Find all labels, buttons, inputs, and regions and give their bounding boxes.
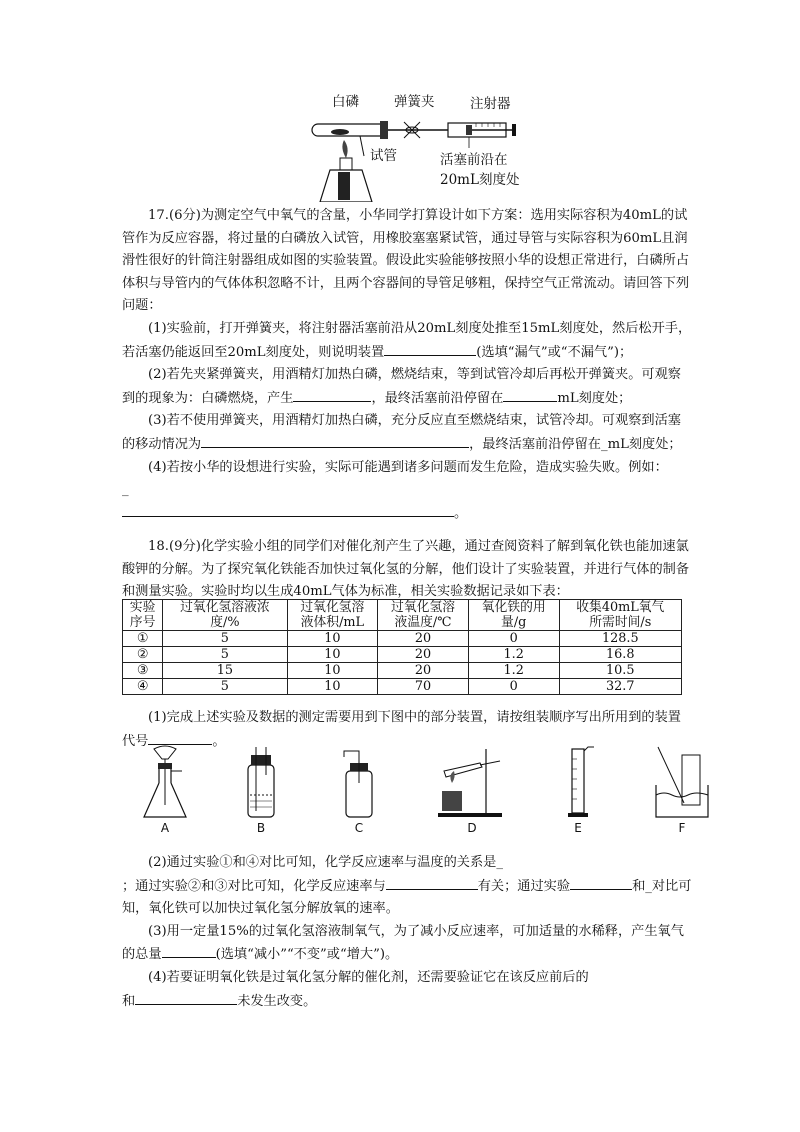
header-cell: 收集40mL氧气 所需时间/s bbox=[559, 600, 681, 631]
apparatus-b: B bbox=[238, 745, 284, 835]
q18-part2: (2)通过实验①和④对比可知，化学反应速率与温度的关系是_ ；通过实验②和③对比可知，化学反应速率与 有关；通过实验 和_对比可知，氧化铁可以加快过氧化氢分解放氧的速率。 bbox=[122, 855, 692, 917]
answer-blank-8[interactable] bbox=[570, 875, 632, 890]
header-cell: 氧化铁的用 量/g bbox=[468, 600, 559, 631]
header-cell: 实验 序号 bbox=[123, 600, 163, 631]
question-18 bbox=[122, 536, 692, 604]
table-row: ③ 15 10 20 1.2 10.5 bbox=[123, 663, 682, 679]
header-cell: 过氧化氢溶 液体积/mL bbox=[287, 600, 378, 631]
answer-blank-2[interactable] bbox=[293, 387, 371, 402]
answer-blank-5[interactable] bbox=[122, 502, 454, 517]
answer-blank-6[interactable] bbox=[148, 730, 212, 745]
q18-parts-2-4 bbox=[122, 852, 692, 1013]
apparatus-d: D bbox=[434, 745, 510, 835]
label-spring-clip: 弹簧夹 bbox=[394, 94, 435, 110]
answer-blank-1[interactable] bbox=[384, 341, 476, 356]
label-piston-1: 活塞前沿在 bbox=[440, 152, 508, 168]
graduated-cylinder-icon bbox=[560, 745, 596, 821]
gas-washing-bottle-icon bbox=[238, 745, 284, 821]
table-row: ② 5 10 20 1.2 16.8 bbox=[123, 647, 682, 663]
q17-intro: 17.(6分)为测定空气中氧气的含量，小华同学打算设计如下方案：选用实际容积为40mL的试管作为反应容器，将过量的白磷放入试管，用橡胶塞塞紧试管，通过导管与实际容积为60mL且润滑性很好的针筒注射器组成如图的实验装置。假设此实验能够按照小华的设想正常进行，白磷所占体积与导管内的气体体积忽略不计，且两个容器间的导管足够粗，保持空气正常流动。请回答下列问题： bbox=[122, 208, 690, 314]
answer-blank-4[interactable] bbox=[201, 433, 469, 448]
q18-part4: (4)若要证明氧化铁是过氧化氢分解的催化剂，还需要验证它在该反应前后的 和 未发生改变。 bbox=[122, 969, 589, 1009]
apparatus-a: A bbox=[140, 745, 190, 835]
table-row: ① 5 10 20 0 128.5 bbox=[123, 631, 682, 647]
header-cell: 过氧化氢溶 液温度/℃ bbox=[378, 600, 469, 631]
label-test-tube: 试管 bbox=[370, 148, 397, 164]
header-cell: 过氧化氢溶液浓 度/% bbox=[163, 600, 287, 631]
bottle-with-tube-icon bbox=[336, 745, 382, 821]
apparatus-e: E bbox=[560, 745, 596, 835]
q18-part1: (1)完成上述实验及数据的测定需要用到下图中的部分装置，请按组装顺序写出所用到的装置代号 。 bbox=[122, 710, 681, 749]
label-piston-2: 20mL刻度处 bbox=[440, 172, 520, 188]
flask-with-funnel-icon bbox=[140, 745, 190, 821]
q17-part2: (2)若先夹紧弹簧夹，用酒精灯加热白磷，燃烧结束，等到试管冷却后再松开弹簧夹。可观察到的现象为：白磷燃烧，产生 ，最终活塞前沿停留在 mL刻度处； bbox=[122, 367, 681, 406]
q17-part3: (3)若不使用弹簧夹，用酒精灯加热白磷，充分反应直至燃烧结束，试管冷却。可观察到活塞的移动情况为 ，最终活塞前沿停留在_mL刻度处； bbox=[122, 413, 682, 452]
table-row: ④ 5 10 70 0 32.7 bbox=[123, 679, 682, 695]
answer-blank-7[interactable] bbox=[386, 875, 478, 890]
q17-part4: (4)若按小华的设想进行实验，实际可能遇到诸多问题而发生危险，造成实验失败。例如： _ 。 bbox=[122, 459, 668, 521]
q17-part1: (1)实验前，打开弹簧夹，将注射器活塞前沿从20mL刻度处推至15mL刻度处，然后松开手，若活塞仍能返回至20mL刻度处，则说明装置 (选填“漏气”或“不漏气”)； bbox=[122, 320, 692, 360]
q18-part3: (3)用一定量15%的过氧化氢溶液制氧气，为了减小反应速率，可加适量的水稀释，产生氧气的总量 (选填“减小”“不变”或“增大”)。 bbox=[122, 923, 684, 963]
q18-intro: 18.(9分)化学实验小组的同学们对催化剂产生了兴趣，通过查阅资料了解到氧化铁也能加速氯酸钾的分解。为了探究氧化铁能否加快过氧化氢的分解，他们设计了实验装置，并进行气体的制备和测量实验。实验时均以生成40mL气体为标准，相关实验数据记录如下表： bbox=[122, 539, 690, 600]
apparatus-c: C bbox=[336, 745, 382, 835]
answer-blank-10[interactable] bbox=[135, 990, 237, 1005]
question-17 bbox=[122, 205, 692, 525]
experiment-data-table bbox=[122, 599, 682, 695]
phosphorus-apparatus-figure bbox=[300, 90, 540, 202]
label-white-phosphorus: 白磷 bbox=[332, 94, 359, 110]
water-trough-icon bbox=[652, 745, 712, 821]
label-syringe: 注射器 bbox=[470, 96, 511, 112]
table-header-row bbox=[123, 600, 682, 631]
answer-blank-9[interactable] bbox=[162, 943, 216, 958]
heating-setup-icon bbox=[434, 745, 510, 821]
apparatus-f: F bbox=[652, 745, 712, 835]
answer-blank-3[interactable] bbox=[503, 387, 557, 402]
